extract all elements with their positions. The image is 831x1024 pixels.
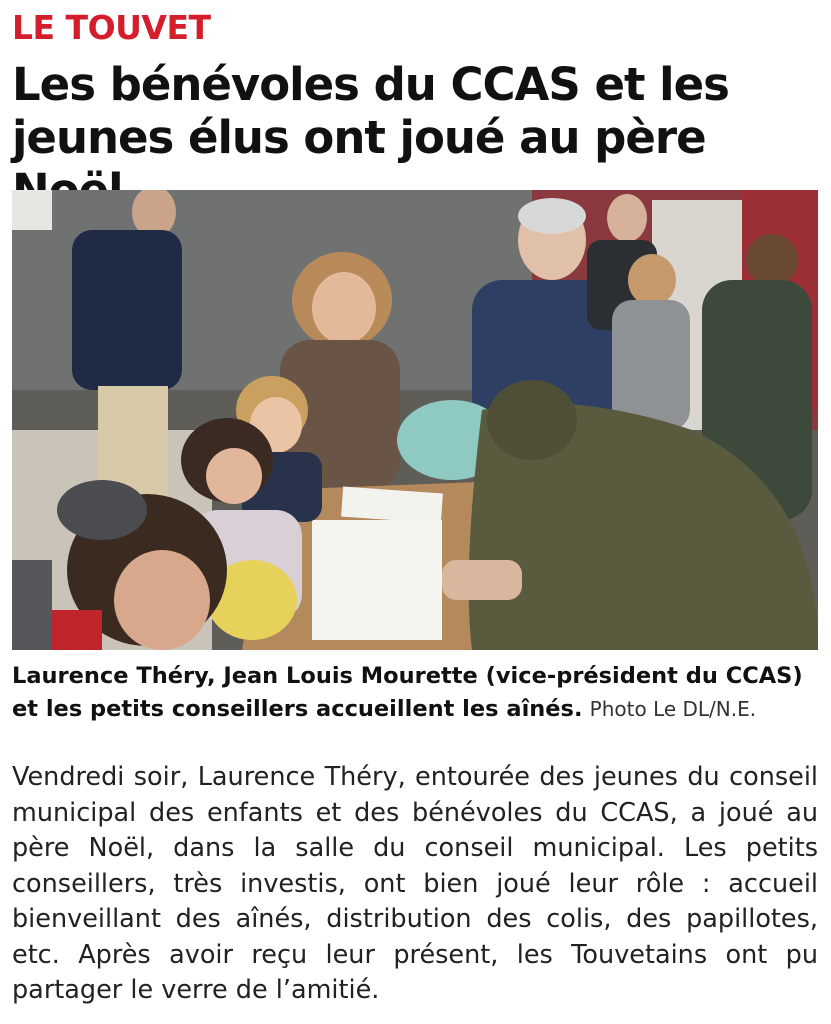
- photo-credit: Photo Le DL/N.E.: [589, 697, 757, 721]
- caption-text: Laurence Théry, Jean Louis Mourette (vice-président du CCAS) et les petits conseillers accueillent les aînés.: [12, 663, 803, 722]
- article-photo: [12, 190, 818, 650]
- photo-illustration: [12, 190, 818, 650]
- article-headline: Les bénévoles du CCAS et les jeunes élus ont joué au père: [12, 58, 729, 164]
- section-label: LE TOUVET: [12, 8, 211, 47]
- photo-caption: [12, 660, 824, 726]
- article-body: Vendredi soir, Laurence Théry, entourée des jeunes du conseil municipal des enfants et des bénévoles du CCAS, a joué au père Noël, dans la salle du conseil municipal. Les petits conseillers, très investis, ont bien joué leur rôle : accueil bienveillant des aînés, distribution des colis, des papillotes, etc. Après avoir reçu leur présent, les Touvetains ont pu partager le verre de l’amitié.: [12, 762, 818, 1005]
